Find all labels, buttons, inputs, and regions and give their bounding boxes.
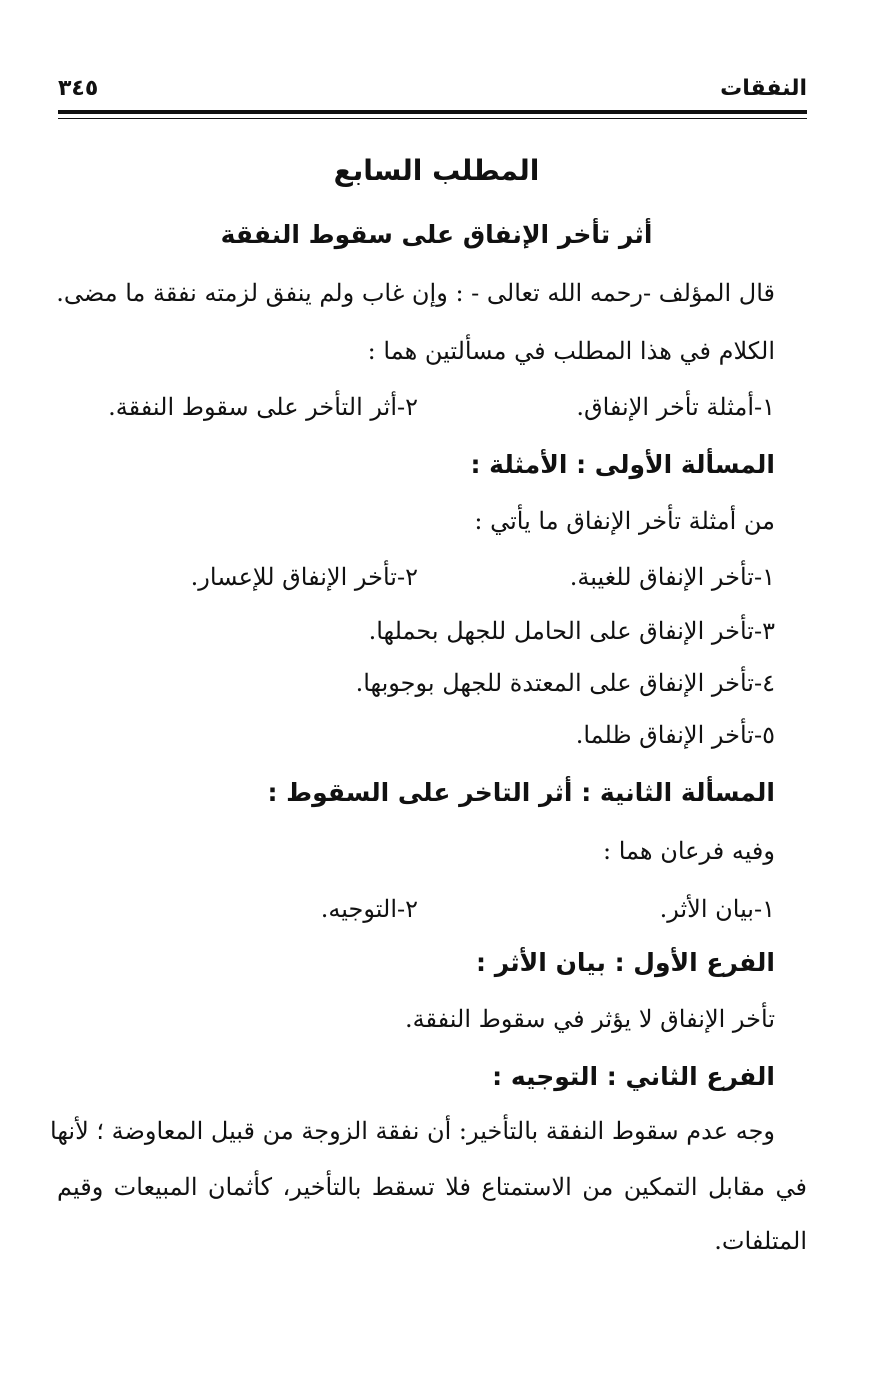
- issue2-item-1: ١-بيان الأثر.: [659, 895, 775, 923]
- running-title: النفقات: [720, 76, 807, 101]
- branch1-heading: الفرع الأول : بيان الأثر :: [476, 948, 775, 977]
- intro-item-1: ١-أمثلة تأخر الإنفاق.: [576, 393, 775, 421]
- branch2-line-2: في مقابل التمكين من الاستمتاع فلا تسقط بالتأخير، كأثمان المبيعات وقيم: [57, 1173, 807, 1201]
- issue1-item-2: ٢-تأخر الإنفاق للإعسار.: [190, 563, 418, 591]
- issue1-item-1: ١-تأخر الإنفاق للغيبة.: [569, 563, 775, 591]
- issue2-item-2: ٢-التوجيه.: [320, 895, 418, 923]
- section-title: المطلب السابع: [333, 154, 540, 187]
- issue1-lead: من أمثلة تأخر الإنفاق ما يأتي :: [474, 507, 775, 535]
- branch1-text: تأخر الإنفاق لا يؤثر في سقوط النفقة.: [405, 1005, 775, 1033]
- header-rule-thick: [58, 110, 807, 114]
- issue1-item-4: ٤-تأخر الإنفاق على المعتدة للجهل بوجوبها.: [355, 669, 775, 697]
- page-number: ٣٤٥: [58, 76, 99, 101]
- issue1-item-3: ٣-تأخر الإنفاق على الحامل للجهل بحملها.: [368, 617, 775, 645]
- branch2-line-1: وجه عدم سقوط النفقة بالتأخير: أن نفقة الزوجة من قبيل المعاوضة ؛ لأنها: [50, 1117, 775, 1145]
- issue2-heading: المسألة الثانية : أثر التاخر على السقوط :: [267, 778, 775, 807]
- branch2-line-3: المتلفات.: [714, 1227, 807, 1255]
- author-quote: قال المؤلف -رحمه الله تعالى - : وإن غاب ولم ينفق لزمته نفقة ما مضى.: [56, 279, 775, 307]
- branch2-heading: الفرع الثاني : التوجيه :: [492, 1062, 775, 1091]
- page-header: [58, 70, 807, 110]
- issue1-item-5: ٥-تأخر الإنفاق ظلما.: [575, 721, 775, 749]
- header-rule-thin: [58, 118, 807, 119]
- section-subtitle: أثر تأخر الإنفاق على سقوط النفقة: [220, 220, 653, 249]
- issue1-heading: المسألة الأولى : الأمثلة :: [470, 450, 775, 479]
- issue2-lead: وفيه فرعان هما :: [603, 837, 775, 865]
- intro-lead: الكلام في هذا المطلب في مسألتين هما :: [367, 337, 775, 365]
- intro-item-2: ٢-أثر التأخر على سقوط النفقة.: [108, 393, 418, 421]
